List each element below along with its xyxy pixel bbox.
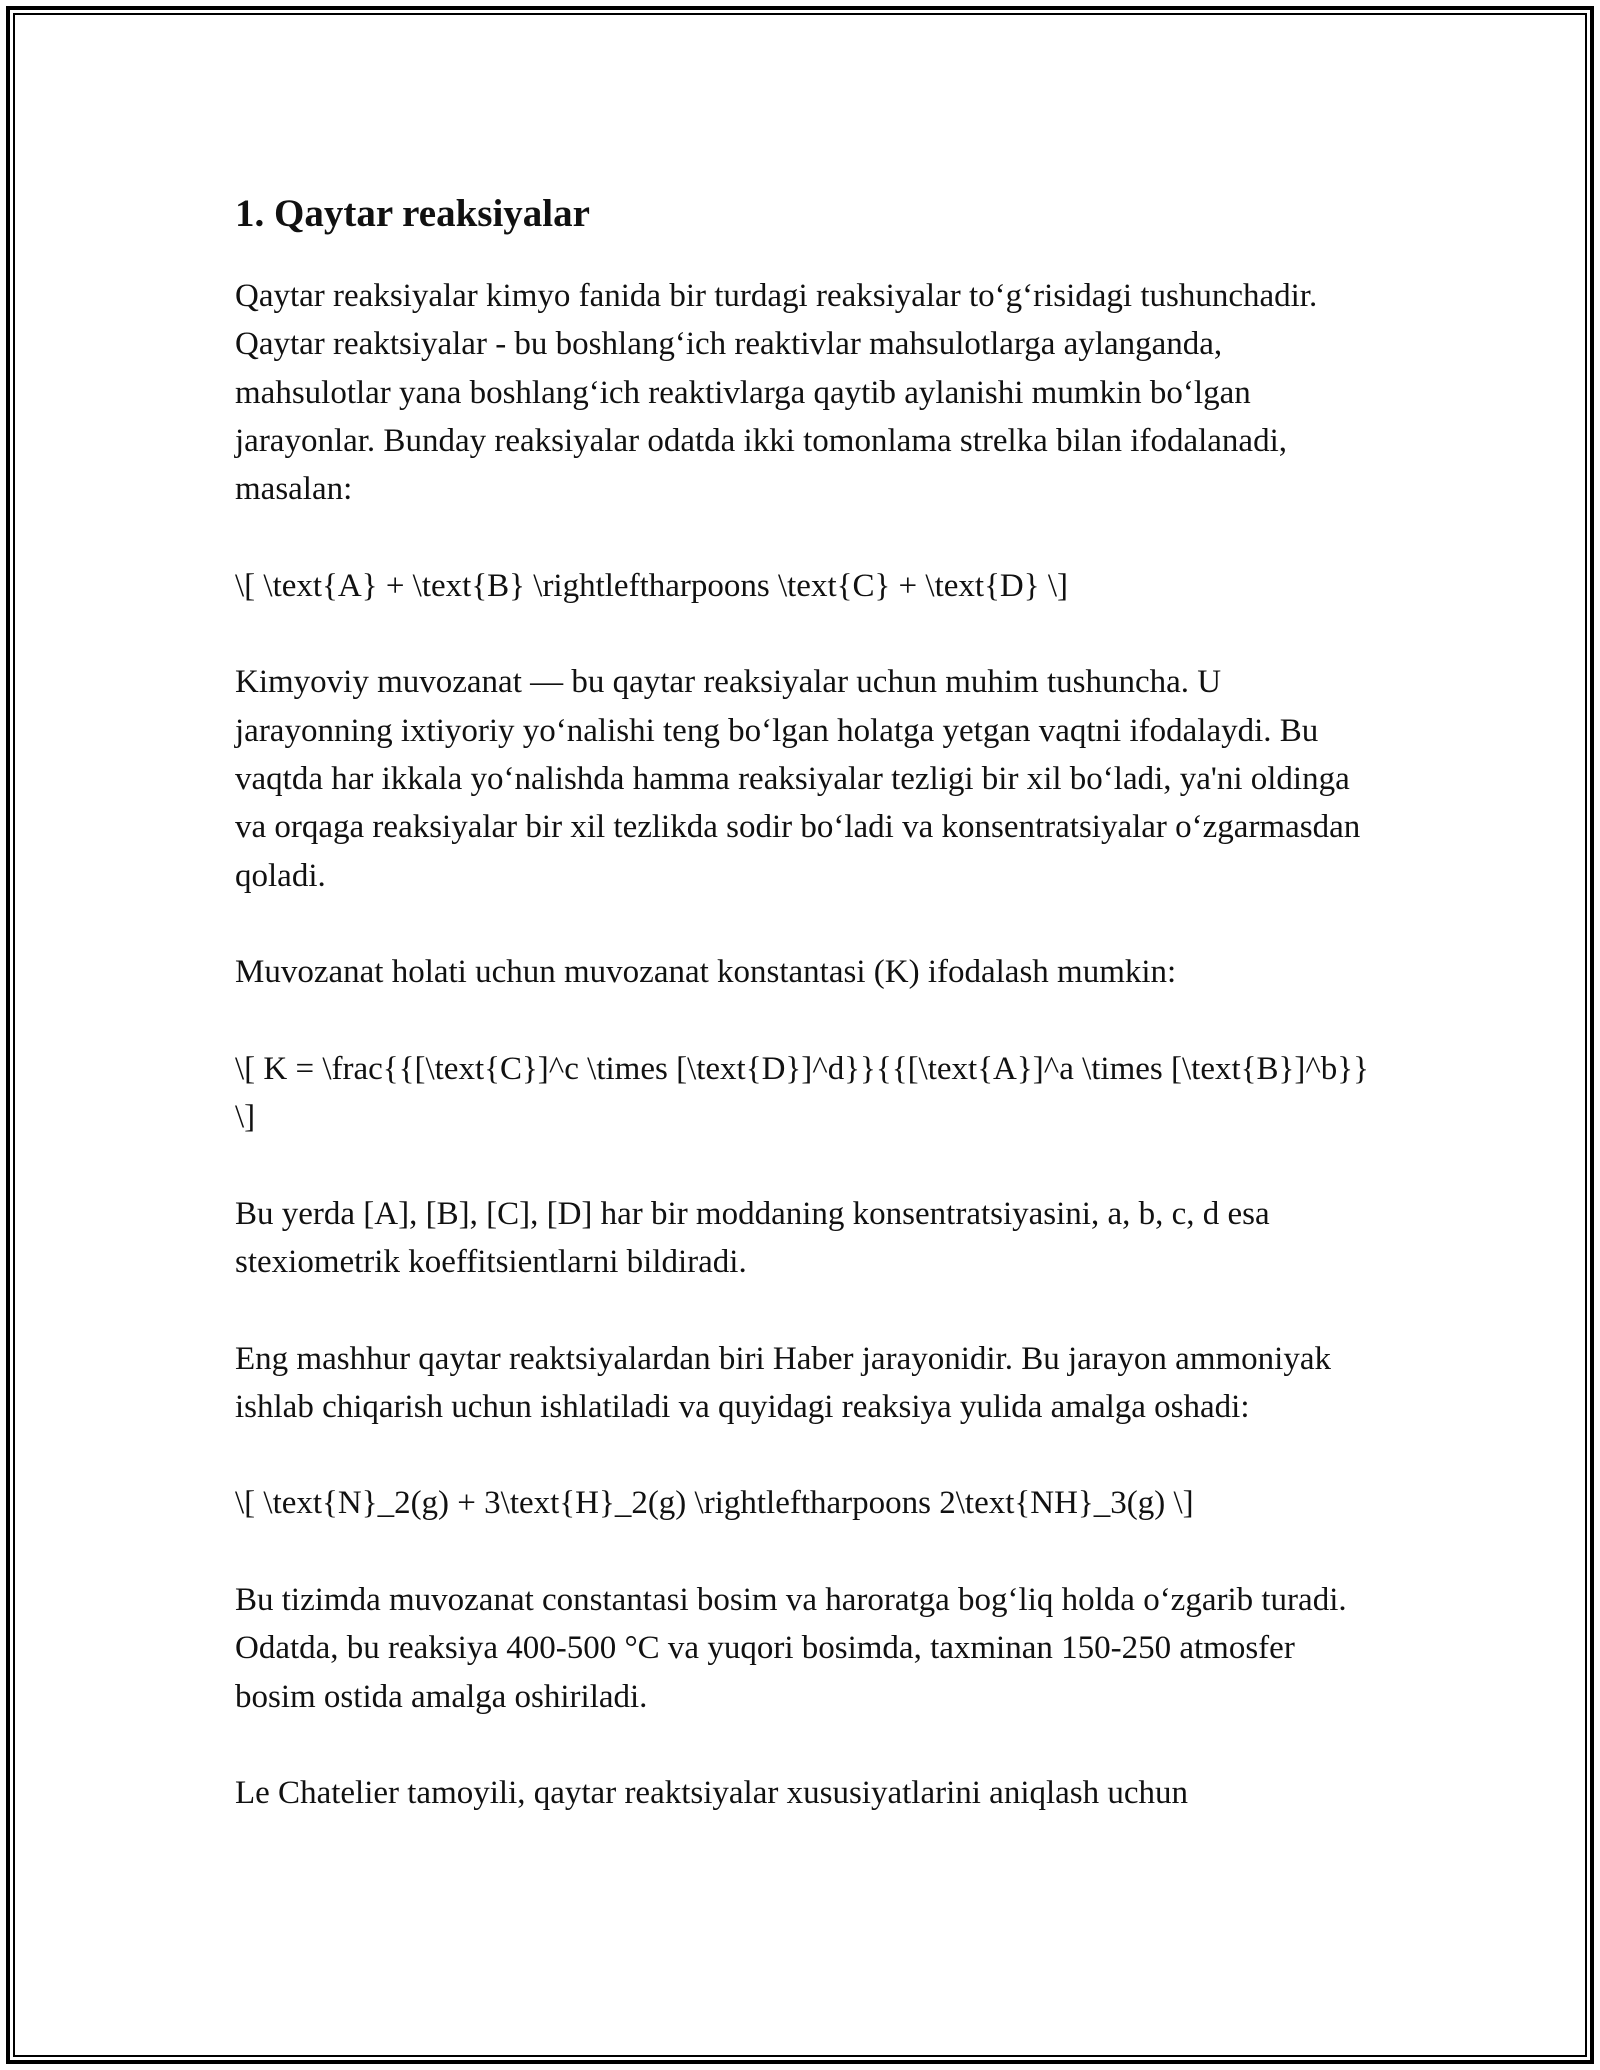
paragraph-le-chatelier: Le Chatelier tamoyili, qaytar reaktsiyalar xususiyatlarini aniqlash uchun	[235, 1775, 1189, 1812]
equation-constant: \[ K = \frac{{[\text{C}]^c \times [\text{D}]^d}}{{[\text{A}]^a \times [\text{B}]^b}} \]	[235, 1050, 1369, 1136]
paragraph-conditions: Bu tizimda muvozanat constantasi bosim va haroratga bog‘liq holda o‘zgarib turadi. Odatda, bu reaksiya 400-500 °C va yuqori bosimda, taxminan 150-250 atmosfer bosim ostida amalga oshiriladi.	[235, 1582, 1347, 1715]
equation-general: \[ \text{A} + \text{B} \rightleftharpoons \text{C} + \text{D} \]	[235, 567, 1068, 604]
paragraph-definitions: Bu yerda [A], [B], [C], [D] har bir moddaning konsentratsiyasini, a, b, c, d esa stexiometrik koeffitsientlarni bildiradi.	[235, 1195, 1270, 1280]
paragraph-equilibrium: Kimyoviy muvozanat — bu qaytar reaksiyalar uchun muhim tushuncha. U jarayonning ixtiyoriy yo‘nalishi teng bo‘lgan holatga yetgan vaqtni ifodalaydi. Bu vaqtda har ikkala yo‘nalishda hamma reaksiyalar tezligi bir xil bo‘ladi, ya'ni oldinga va orqaga reaksiyalar bir xil tezlikda sodir bo‘ladi va konsentratsiyalar o‘zgarmasdan qoladi.	[235, 664, 1361, 894]
paragraph-intro: Qaytar reaksiyalar kimyo fanida bir turdagi reaksiyalar to‘g‘risidagi tushunchadir. Qaytar reaktsiyalar - bu boshlang‘ich reaktivlar mahsulotlarga aylanganda, mahsulotlar yana boshlang‘ich reaktivlarga qaytib aylanishi mumkin bo‘lgan jarayonlar. Bunday reaksiyalar odatda ikki tomonlama strelka bilan ifodalanadi, masalan:	[235, 278, 1318, 508]
equation-haber: \[ \text{N}_2(g) + 3\text{H}_2(g) \rightleftharpoons 2\text{NH}_3(g) \]	[235, 1485, 1194, 1522]
paragraph-constant-intro: Muvozanat holati uchun muvozanat konstantasi (K) ifodalash mumkin:	[235, 954, 1177, 991]
document-body	[235, 184, 1375, 1866]
paragraph-haber: Eng mashhur qaytar reaktsiyalardan biri Haber jarayonidir. Bu jarayon ammoniyak ishlab chiqarish uchun ishlatiladi va quyidagi reaksiya yulida amalga oshadi:	[235, 1340, 1331, 1425]
section-heading: 1. Qaytar reaksiyalar	[235, 192, 590, 235]
